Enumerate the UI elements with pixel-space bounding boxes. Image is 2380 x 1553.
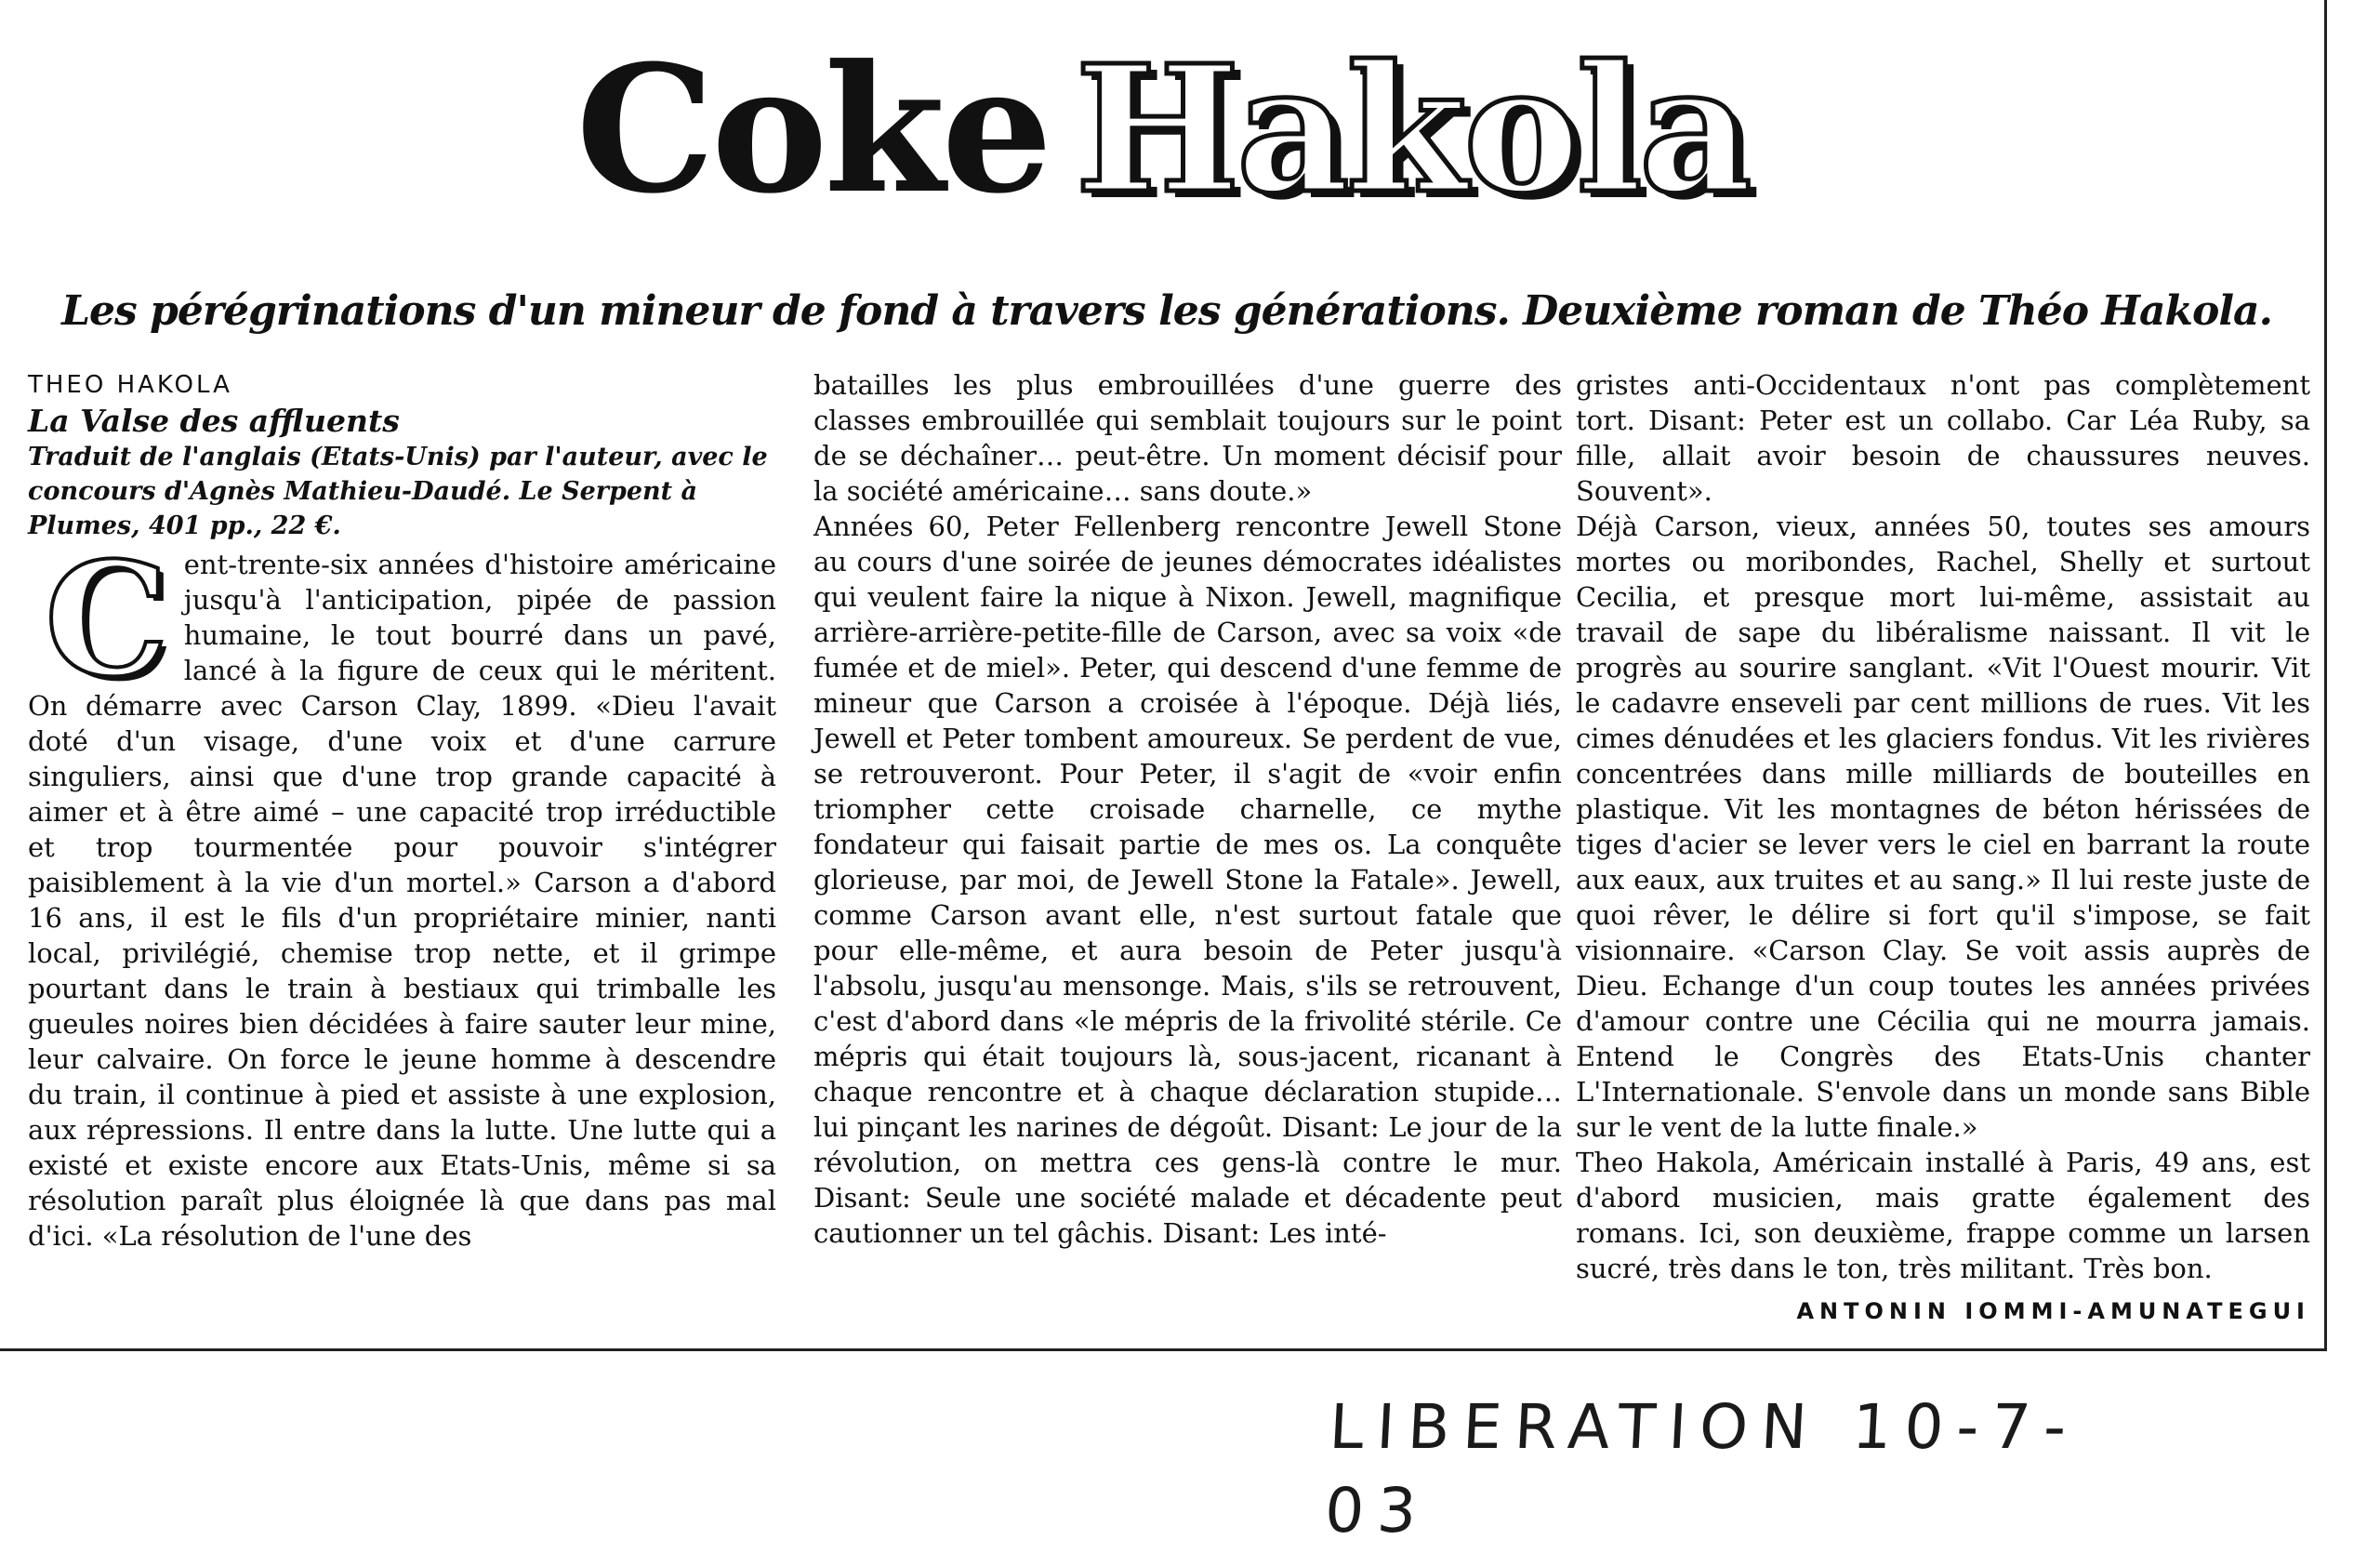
paragraph: Années 60, Peter Fellenberg rencontre Jewell Stone au cours d'une soirée de jeunes démocrates idéalistes qui veulent faire la nique à Nixon. Jewell, magnifique arrière-arrière-petite-fille de Carson, avec sa voix «de fumée et de miel». Peter, qui descend d'une femme de mineur que Carson a croisée à l'époque. Déjà liés, Jewell et Peter tombent amoureux. Se perdent de vue, se retrouveront. Pour Peter, il s'agit de «voir enfin triompher cette croisade charnelle, ce mythe fondateur qui faisait partie de mes os. La conquête glorieuse, par moi, de Jewell Stone la Fatale». Jewell, comme Carson avant elle, n'est surtout fatale que pour elle-même, et aura besoin de Peter jusqu'à l'absolu, jusqu'au mensonge. Mais, s'ils se retrouvent, c'est d'abord dans «le mépris de la frivolité stérile. Ce mépris qui était toujours là, sous-jacent, ricanant à chaque rencontre et à chaque déclaration stupide… lui pinçant les narines de dégoût. Disant: Le jour de la révolution, on mettra ces gens-là contre le mur. Disant: Seule une société malade et décadente peut cautionner un tel gâchis. Disant: Les inté- (813, 511, 1562, 1249)
paragraph: ent-trente-six années d'histoire américaine jusqu'à l'anticipation, pipée de passion humaine, le tout bourré dans un pavé, lancé à la figure de ceux qui le méritent. On démarre avec Carson Clay, 1899. «Dieu l'avait doté d'un visage, d'une voix et d'une carrure singuliers, ainsi que d'une trop grande capacité à aimer et à être aimé – une capacité trop irréductible et trop tourmentée pour pouvoir s'intégrer paisiblement à la vie d'un mortel.» Carson a d'abord 16 ans, il est le fils d'un propriétaire minier, nanti local, privilégié, chemise trop nette, et il grimpe pourtant dans le train à bestiaux qui trimballe les gueules noires bien décidées à faire sauter leur mine, leur calvaire. On force le jeune homme à descendre du train, il continue à pied et assiste à une explosion, aux répressions. Il entre dans la lutte. Une lutte qui a existé et existe encore aux Etats-Unis, même si sa résolution paraît plus éloignée là que dans pas mal d'ici. «La résolution de l'une des (28, 549, 776, 1252)
column-2 (813, 367, 1562, 1297)
headline-word-2: Hakola (1075, 27, 1749, 232)
column-1 (28, 367, 776, 1297)
book-credits: Traduit de l'anglais (Etats-Unis) par l'auteur, avec le concours d'Agnès Mathieu-Daudé. Le Serpent à Plumes, 401 pp., 22 €. (28, 443, 768, 540)
paragraph: Theo Hakola, Américain installé à Paris, 49 ans, est d'abord musicien, mais gratte également des romans. Ici, son deuxième, frappe comme un larsen sucré, très dans le ton, très militant. Très bon. (1576, 1147, 2310, 1284)
byline: ANTONIN IOMMI-AMUNATEGUI (1796, 1298, 2310, 1324)
paragraph: batailles les plus embrouillées d'une guerre des classes embrouillée qui semblait toujours sur le point de se déchaîner… peut-être. Un moment décisif pour la société américaine… sans doute.» (813, 369, 1562, 507)
book-title: La Valse des affluents (28, 403, 400, 439)
deck-subtitle: Les pérégrinations d'un mineur de fond à travers les générations. Deuxième roman de Théo Hakola. (61, 287, 2272, 335)
paragraph: gristes anti-Occidentaux n'ont pas complètement tort. Disant: Peter est un collabo. Car Léa Ruby, sa fille, allait avoir besoin de chaussures neuves. Souvent». (1576, 369, 2310, 507)
headline-word-1: Coke (575, 27, 1050, 232)
article-columns (28, 367, 2310, 1324)
column-3 (1576, 367, 2310, 1324)
paragraph: Déjà Carson, vieux, années 50, toutes ses amours mortes ou moribondes, Rachel, Shelly et surtout Cecilia, et presque mort lui-même, assistait au travail de sape du libéralisme naissant. Il vit le progrès au sourire sanglant. «Vit l'Ouest mourir. Vit le cadavre enseveli par cent millions de rues. Vit les cimes dénudées et les glaciers fondus. Vit les rivières concentrées dans mille milliards de bouteilles en plastique. Vit les montagnes de béton hérissées de tiges d'acier se lever vers le ciel en barrant la route aux eaux, aux truites et au sang.» Il lui reste juste de quoi rêver, le délire si fort qu'il s'impose, se fait visionnaire. «Carson Clay. Se voit assis auprès de Dieu. Echange d'un coup toutes les années privées d'amour contre une Cécilia qui ne mourra jamais. Entend le Congrès des Etats-Unis chanter L'Internationale. S'envole dans un monde sans Bible sur le vent de la lutte finale.» (1576, 511, 2310, 1143)
handwritten-note: LIBERATION 10-7-03 (1323, 1391, 2082, 1546)
book-author: THEO HAKOLA (28, 371, 232, 399)
headline (0, 19, 2324, 242)
drop-cap: C (45, 527, 169, 711)
